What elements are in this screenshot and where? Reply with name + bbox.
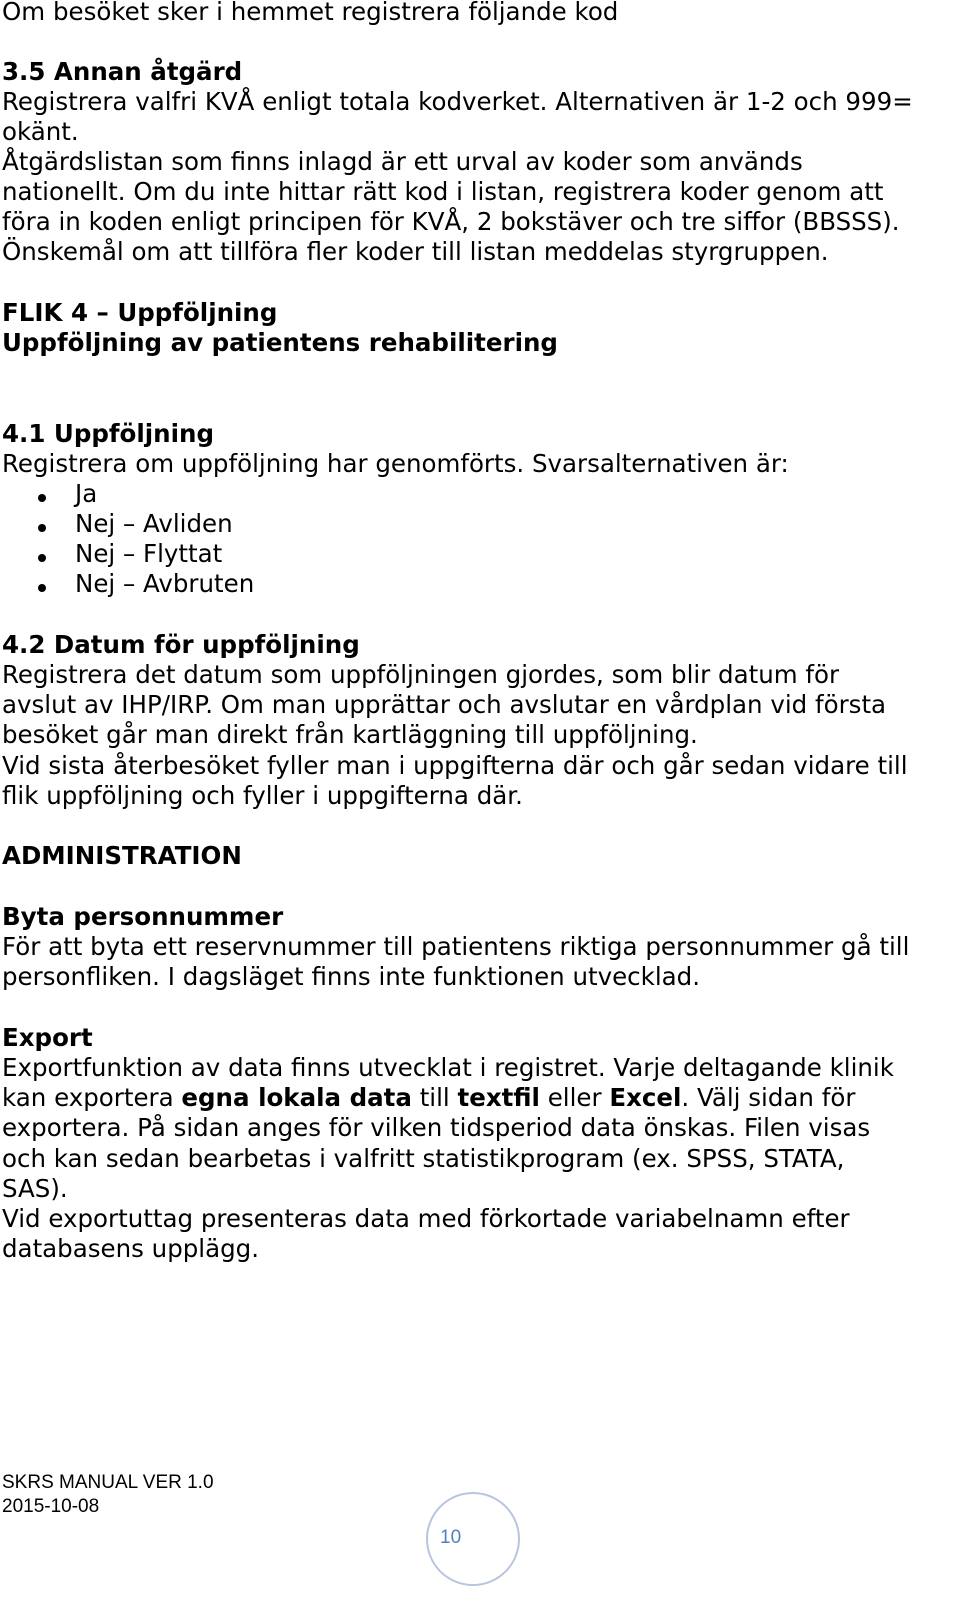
bullet-icon (38, 584, 46, 592)
export-text: till (411, 1083, 458, 1112)
section-4-2-line: Vid sista återbesöket fyller man i uppgifterna där och går sedan vidare till (2, 751, 908, 780)
section-4-1-heading: 4.1 Uppföljning (2, 419, 215, 448)
section-3-5-line: föra in koden enligt principen för KVÅ, 2 bokstäver och tre siffor (BBSSS). (2, 207, 900, 236)
section-4-2-line: avslut av IHP/IRP. Om man upprättar och avslutar en vårdplan vid första (2, 690, 887, 719)
export-line: Exportfunktion av data finns utvecklat i registret. Varje deltagande klinik (2, 1053, 894, 1082)
export-emphasis: egna lokala data (181, 1083, 412, 1112)
byta-line: För att byta ett reservnummer till patientens riktiga personnummer gå till (2, 932, 910, 961)
section-3-5-line: Registrera valfri KVÅ enligt totala kodverket. Alternativen är 1-2 och 999= (2, 87, 913, 116)
export-text: . Välj sidan för (681, 1083, 856, 1112)
flik4-title: FLIK 4 – Uppföljning (2, 298, 278, 327)
footer-manual-version: SKRS MANUAL VER 1.0 (2, 1472, 214, 1493)
option-item: Nej – Avbruten (75, 569, 255, 598)
administration-heading: ADMINISTRATION (2, 841, 242, 870)
export-text: kan exportera (2, 1083, 182, 1112)
section-3-5-line: okänt. (2, 117, 79, 146)
intro-line: Om besöket sker i hemmet registrera följande kod (2, 0, 619, 26)
export-line: exportera. På sidan anges för vilken tidsperiod data önskas. Filen visas (2, 1113, 871, 1142)
section-3-5-heading: 3.5 Annan åtgärd (2, 57, 243, 86)
export-line: databasens upplägg. (2, 1234, 260, 1263)
byta-line: personfliken. I dagsläget finns inte funktionen utvecklad. (2, 962, 700, 991)
section-3-5-line: nationellt. Om du inte hittar rätt kod i listan, registrera koder genom att (2, 177, 884, 206)
section-4-2-line: flik uppföljning och fyller i uppgifterna där. (2, 781, 523, 810)
export-line-mixed (2, 1083, 855, 1113)
export-emphasis: textfil (457, 1083, 540, 1112)
footer-date: 2015-10-08 (2, 1496, 100, 1517)
export-emphasis: Excel (609, 1083, 682, 1112)
byta-personnummer-heading: Byta personnummer (2, 902, 284, 931)
section-3-5-line: Åtgärdslistan som finns inlagd är ett urval av koder som används (2, 147, 803, 176)
export-text: eller (539, 1083, 610, 1112)
page-number: 10 (440, 1527, 462, 1548)
section-4-2-line: Registrera det datum som uppföljningen gjordes, som blir datum för (2, 660, 840, 689)
section-4-2-line: besöket går man direkt från kartläggning till uppföljning. (2, 720, 698, 749)
export-line: och kan sedan bearbetas i valfritt statistikprogram (ex. SPSS, STATA, (2, 1144, 845, 1173)
export-line: Vid exportuttag presenteras data med förkortade variabelnamn efter (2, 1204, 850, 1233)
option-item: Nej – Avliden (75, 509, 233, 538)
section-4-1-line: Registrera om uppföljning har genomförts. Svarsalternativen är: (2, 449, 789, 478)
section-3-5-line: Önskemål om att tillföra fler koder till listan meddelas styrgruppen. (2, 237, 829, 266)
flik4-subtitle: Uppföljning av patientens rehabilitering (2, 328, 558, 357)
option-item: Nej – Flyttat (75, 539, 223, 568)
section-4-2-heading: 4.2 Datum för uppföljning (2, 630, 360, 659)
bullet-icon (38, 494, 46, 502)
option-item: Ja (75, 479, 98, 508)
bullet-icon (38, 554, 46, 562)
bullet-icon (38, 524, 46, 532)
export-line: SAS). (2, 1174, 68, 1203)
export-heading: Export (2, 1023, 93, 1052)
